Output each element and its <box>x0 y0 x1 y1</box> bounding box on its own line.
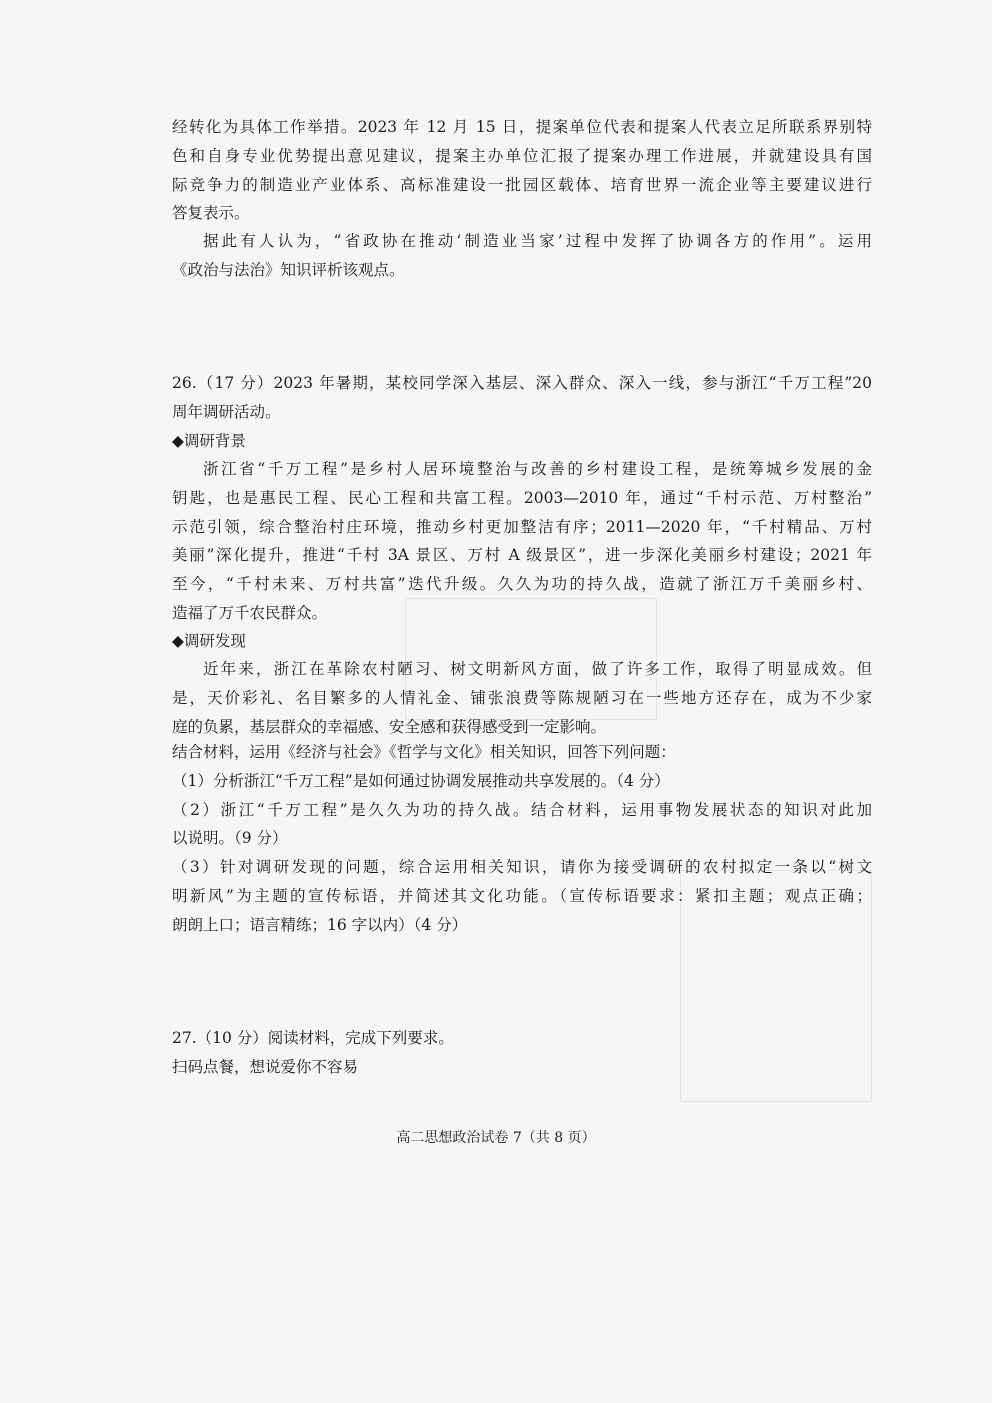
background-paragraph <box>172 455 872 628</box>
text-line: 钥匙，也是惠民工程、民心工程和共富工程。2003—2010 年，通过“千村示范、万村整治” <box>172 488 872 507</box>
section-heading-findings: ◆调研发现 <box>172 632 246 650</box>
text-line: 经转化为具体工作举措。2023 年 12 月 15 日，提案单位代表和提案人代表立足所联系界别特 <box>172 118 872 136</box>
section-heading-background: ◆调研背景 <box>172 432 246 450</box>
text-line: 示范引领，综合整治村庄环境，推动乡村更加整洁有序；2011—2020 年，“千村精品、万村 <box>172 517 872 536</box>
page-footer: 高二思想政治试卷 7（共 8 页） <box>396 1130 596 1146</box>
text-line: 答复表示。 <box>172 204 250 223</box>
q26-intro <box>172 369 872 427</box>
question-2-line: （2）浙江“千万工程”是久久为功的持久战。结合材料，运用事物发展状态的知识对此加 <box>172 800 872 819</box>
text-line: 是，天价彩礼、名目繁多的人情礼金、铺张浪费等陈规陋习在一些地方还存在，成为不少家 <box>172 688 872 707</box>
text-line: 据此有人认为，“省政协在推动‘制造业当家’过程中发挥了协调各方的作用”。运用 <box>203 232 872 250</box>
q26-questions <box>172 738 872 940</box>
text-line: 周年调研活动。 <box>172 402 281 421</box>
question-3-line: （3）针对调研发现的问题，综合运用相关知识，请你为接受调研的农村拟定一条以“树文 <box>172 858 872 877</box>
text-line: 际竞争力的制造业产业体系、高标准建设一批园区载体、培育世界一流企业等主要建议进行 <box>172 175 872 194</box>
text-line: 浙江省“千万工程”是乡村人居环境整治与改善的乡村建设工程，是统筹城乡发展的金 <box>203 460 872 478</box>
q27-intro: 27.（10 分）阅读材料，完成下列要求。 <box>172 1029 454 1047</box>
text-line: 色和自身专业优势提出意见建议，提案主办单位汇报了提案办理工作进展，并就建设具有国 <box>172 146 872 165</box>
text-line: 26.（17 分）2023 年暑期，某校同学深入基层、深入群众、深入一线，参与浙江“千万工程”20 <box>172 374 872 392</box>
question-2-line: 以说明。（9 分） <box>172 829 288 848</box>
text-line: 庭的负累，基层群众的幸福感、安全感和获得感受到一定影响。 <box>172 717 607 736</box>
question-instruction: 结合材料，运用《经济与社会》《哲学与文化》相关知识，回答下列问题： <box>172 743 676 761</box>
findings-paragraph <box>172 655 872 741</box>
q27-subtitle: 扫码点餐，想说爱你不容易 <box>172 1058 359 1076</box>
q25-prompt <box>172 227 872 285</box>
text-line: 《政治与法治》知识评析该观点。 <box>172 260 405 279</box>
text-line: 造福了万千农民群众。 <box>172 603 328 622</box>
intro-paragraph <box>172 113 872 228</box>
question-1: （1）分析浙江“千万工程”是如何通过协调发展推动共享发展的。（4 分） <box>172 771 670 790</box>
text-line: 近年来，浙江在革除农村陋习、树文明新风方面，做了许多工作，取得了明显成效。但 <box>203 660 872 678</box>
question-3-line: 朗朗上口；语言精练；16 字以内）（4 分） <box>172 915 468 934</box>
text-line: 至今，“千村未来、万村共富”迭代升级。久久为功的持久战，造就了浙江万千美丽乡村、 <box>172 575 872 594</box>
question-3-line: 明新风”为主题的宣传标语，并简述其文化功能。（宣传标语要求：紧扣主题；观点正确； <box>172 886 872 905</box>
text-line: 美丽”深化提升，推进“千村 3A 景区、万村 A 级景区”，进一步深化美丽乡村建设；2021 年 <box>172 546 872 565</box>
